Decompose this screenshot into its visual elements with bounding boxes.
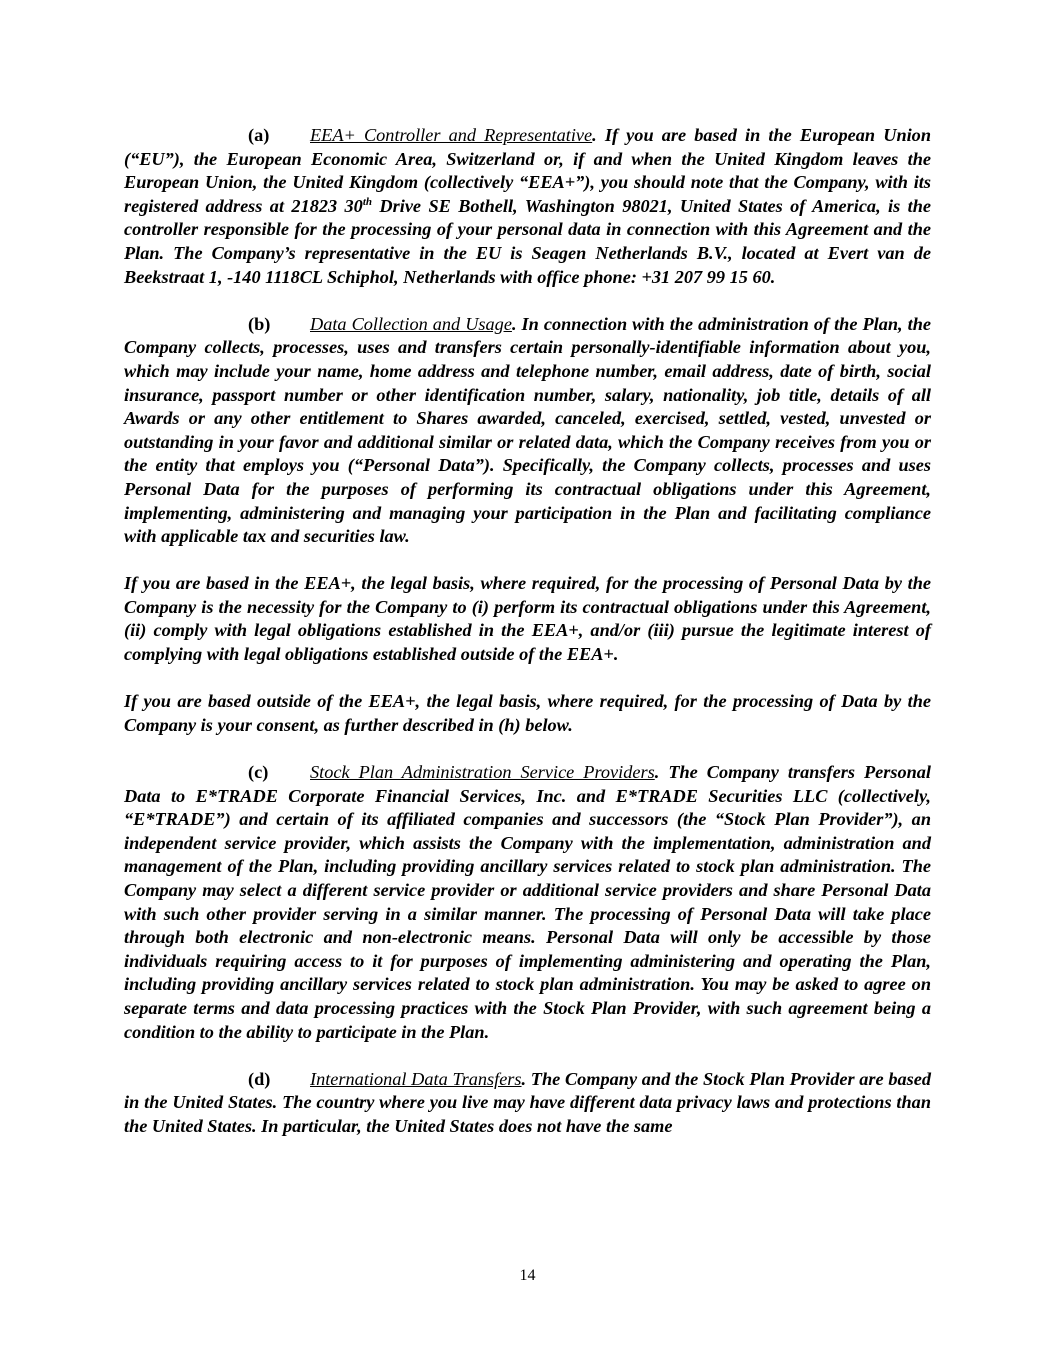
page-number: 14 bbox=[519, 1267, 536, 1284]
ordinal-superscript: th bbox=[362, 195, 373, 208]
section-b-paragraph bbox=[124, 313, 931, 549]
section-b-heading: Data Collection and Usage bbox=[310, 313, 512, 334]
section-d-paragraph bbox=[124, 1068, 931, 1139]
section-d-text: . The Company and the Stock Plan Provider are based in the United States. The country where you live may have different data privacy laws and protections than the United States. In particular, the United States does not have the same bbox=[124, 1068, 931, 1136]
section-c-heading: Stock Plan Administration Service Providers bbox=[310, 762, 655, 783]
section-c-label: (c) bbox=[248, 762, 269, 783]
eea-legal-basis-paragraph: If you are based in the EEA+, the legal basis, where required, for the processing of Personal Data by the Company is the necessity for the Company to (i) perform its contractual obligations under this Agreement, (ii) comply with legal obligations established in the EEA+, and/or (iii) pursue the legitimate interest of complying with legal obligations established outside of the EEA+. bbox=[124, 573, 931, 665]
section-a-heading: EEA+ Controller and Representative bbox=[310, 125, 593, 145]
section-d-label: (d) bbox=[248, 1068, 271, 1089]
section-d-heading: International Data Transfers bbox=[310, 1068, 522, 1089]
section-a-text-2: Drive SE Bothell, Washington 98021, United States of America, is the controller responsible for the processing of your personal data in connection with this Agreement and the Plan. The Company’s representative in the EU is Seagen Netherlands B.V., located at Evert van de Beekstraat 1, -140 1118CL Schiphol, Netherlands with office phone: +31 207 99 15 60. bbox=[124, 195, 932, 287]
document-body bbox=[124, 124, 931, 1162]
section-c-text: . The Company transfers Personal Data to E*TRADE Corporate Financial Services, Inc. and E*TRADE Securities LLC (collectively, “E*TRADE”) and certain of its affiliated companies and successors (the “Stock Plan Provider”), an independent service provider, which assists the Company with the implementation, administration and management of the Plan, including providing ancillary services related to stock plan administration. The Company may select a different service provider or additional service providers and share Personal Data with such other provider serving in a similar manner. The processing of Personal Data will take place through both electronic and non-electronic means. Personal Data will only be accessible by those individuals requiring access to it for purposes of implementing administering and operating the Plan, including providing ancillary services related to stock plan administration. You may be asked to agree on separate terms and data processing practices with the Stock Plan Provider, with such agreement being a condition to the ability to participate in the Plan. bbox=[124, 762, 931, 1042]
section-a-text-1: . If you are based in the European Union (“EU”), the European Economic Area, Switzerland or, if and when the United Kingdom leaves the European Union, the United Kingdom (collectively “EEA+”), you should note that the Company, with its registered address at 21823 30 bbox=[124, 125, 931, 216]
section-b-text: . In connection with the administration of the Plan, the Company collects, processes, uses and transfers certain personally-identifiable information about you, which may include your name, home address and telephone number, email address, date of birth, social insurance, passport number or other identification number, salary, nationality, job title, details of all Awards or any other entitlement to Shares awarded, canceled, exercised, settled, vested, unvested or outstanding in your favor and additional similar or related data, which the Company receives from you or the entity that employs you (“Personal Data”). Specifically, the Company collects, processes and uses Personal Data for the purposes of performing its contractual obligations under this Agreement, implementing, administering and managing your participation in the Plan and facilitating compliance with applicable tax and securities law. bbox=[124, 313, 931, 547]
section-a-paragraph bbox=[124, 124, 931, 289]
section-c-paragraph bbox=[124, 761, 931, 1044]
section-a-label: (a) bbox=[248, 125, 270, 145]
section-b-label: (b) bbox=[248, 313, 271, 334]
outside-eea-legal-basis-paragraph: If you are based outside of the EEA+, the legal basis, where required, for the processing of Data by the Company is your consent, as further described in (h) below. bbox=[124, 691, 931, 735]
